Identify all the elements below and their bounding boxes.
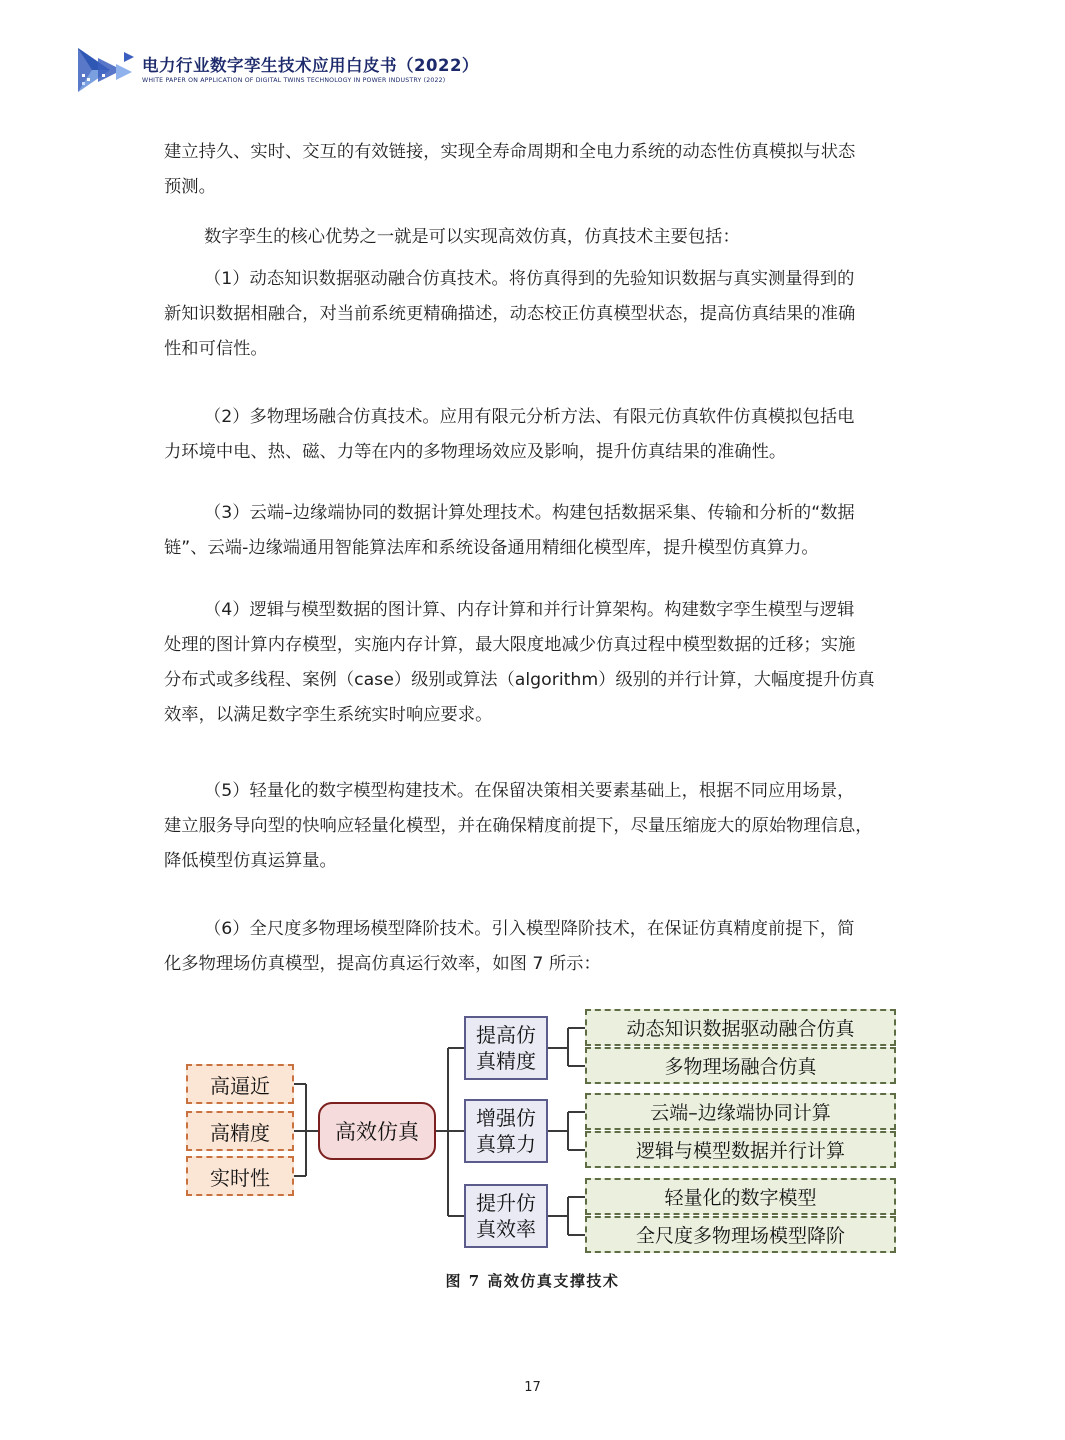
paragraph-item-1 [164, 262, 924, 367]
center-node: 高效仿真 [318, 1102, 436, 1160]
branch-label-line: 提升仿 [476, 1191, 536, 1215]
branch-label-line: 真算力 [476, 1132, 536, 1156]
page-number: 17 [524, 1380, 541, 1395]
paragraph-item-4 [164, 593, 924, 733]
text-line: （5）轻量化的数字模型构建技术。在保留决策相关要素基础上，根据不同应用场景， [204, 781, 855, 801]
text-line: 处理的图计算内存模型，实施内存计算，最大限度地减少仿真过程中模型数据的迁移；实施 [164, 635, 856, 655]
paragraph-intro [164, 220, 924, 255]
branch-label-line: 提高仿 [476, 1023, 536, 1047]
header-title: 电力行业数字孪生技术应用白皮书（2022） [142, 56, 479, 75]
feature-real-time: 实时性 [186, 1156, 294, 1196]
text-line: 预测。 [164, 177, 216, 197]
tech-item: 全尺度多物理场模型降阶 [585, 1216, 896, 1253]
paragraph-item-3 [164, 496, 924, 566]
text-line: 新知识数据相融合，对当前系统更精确描述，动态校正仿真模型状态，提高仿真结果的准确 [164, 304, 856, 324]
branch-improve-efficiency [464, 1184, 548, 1248]
paragraph-item-6 [164, 912, 924, 982]
text-line: 降低模型仿真运算量。 [164, 851, 337, 871]
text-line: 建立持久、实时、交互的有效链接，实现全寿命周期和全电力系统的动态性仿真模拟与状态 [164, 142, 856, 162]
text-line: 分布式或多线程、案例（case）级别或算法（algorithm）级别的并行计算，大幅度提升仿真 [164, 670, 875, 690]
branch-improve-accuracy [464, 1016, 548, 1080]
text-line: （2）多物理场融合仿真技术。应用有限元分析方法、有限元仿真软件仿真模拟包括电 [204, 407, 855, 427]
tech-item: 多物理场融合仿真 [585, 1047, 896, 1084]
text-line: （4）逻辑与模型数据的图计算、内存计算和并行计算架构。构建数字孪生模型与逻辑 [204, 600, 855, 620]
figure-caption: 图 7 高效仿真支撑技术 [445, 1272, 620, 1290]
text-line: 数字孪生的核心优势之一就是可以实现高效仿真，仿真技术主要包括： [204, 227, 740, 247]
whitepaper-logo-icon [76, 44, 138, 96]
header-subtitle: WHITE PAPER ON APPLICATION OF DIGITAL TWINS TECHNOLOGY IN POWER INDUSTRY (2022) [142, 77, 446, 84]
tech-item: 轻量化的数字模型 [585, 1178, 896, 1215]
tech-item: 动态知识数据驱动融合仿真 [585, 1009, 896, 1046]
text-line: 化多物理场仿真模型，提高仿真运行效率，如图 7 所示： [164, 954, 601, 974]
text-line: （3）云端–边缘端协同的数据计算处理技术。构建包括数据采集、传输和分析的“数据 [204, 503, 855, 523]
paragraph-continuation [164, 135, 924, 205]
paragraph-item-2 [164, 400, 924, 470]
feature-high-approximation: 高逼近 [186, 1064, 294, 1104]
page-header [76, 44, 496, 100]
text-line: （6）全尺度多物理场模型降阶技术。引入模型降阶技术，在保证仿真精度前提下，简 [204, 919, 855, 939]
text-line: 建立服务导向型的快响应轻量化模型，并在确保精度前提下，尽量压缩庞大的原始物理信息， [164, 816, 873, 836]
tech-item: 云端–边缘端协同计算 [585, 1093, 896, 1130]
tech-item: 逻辑与模型数据并行计算 [585, 1131, 896, 1168]
text-line: 效率，以满足数字孪生系统实时响应要求。 [164, 705, 493, 725]
paragraph-item-5 [164, 774, 924, 879]
text-line: 性和可信性。 [164, 339, 268, 359]
branch-label-line: 增强仿 [476, 1106, 536, 1130]
text-line: 链”、云端-边缘端通用智能算法库和系统设备通用精细化模型库，提升模型仿真算力。 [164, 538, 819, 558]
branch-enhance-compute [464, 1099, 548, 1163]
text-line: （1）动态知识数据驱动融合仿真技术。将仿真得到的先验知识数据与真实测量得到的 [204, 269, 855, 289]
feature-high-precision: 高精度 [186, 1111, 294, 1151]
branch-label-line: 真效率 [476, 1217, 536, 1241]
efficient-simulation-diagram [182, 1004, 898, 1258]
text-line: 力环境中电、热、磁、力等在内的多物理场效应及影响，提升仿真结果的准确性。 [164, 442, 787, 462]
branch-label-line: 真精度 [476, 1049, 536, 1073]
